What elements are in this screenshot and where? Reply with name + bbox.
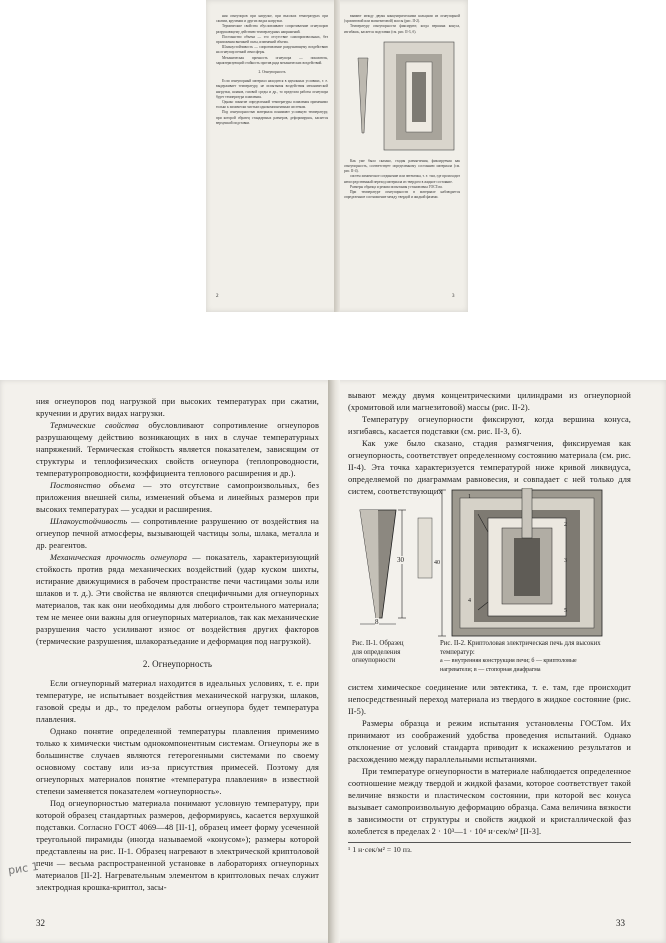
- furnace-label-3: 3: [564, 558, 567, 564]
- furnace-label-1: 1: [468, 494, 471, 500]
- thumb-right-line-1: вывают между двумя концентрическими кольцами из огнеупорной (хромитовой или магнезитовой) массы (рис. II-2).: [344, 14, 460, 24]
- figure-sample-cone: [352, 500, 410, 630]
- figure-cone-height-label: 30: [397, 556, 404, 564]
- thumbnail-right-column: [344, 14, 460, 294]
- thumbnail-left-column: [216, 14, 328, 294]
- left-para-2: [36, 480, 319, 516]
- thumb-left-line-6: Если огнеупорный материал находится в идеальных условиях, т. е. выдерживает температуру, не испытывая воздействия механической нагрузки, шлаков, газовой среды и др., то пределом работы огнеупора будет температура плавления.: [216, 79, 328, 99]
- figure-large-caption-title: Рис. II-2. Криптоловая электрическая печь для высоких температур:: [440, 640, 601, 656]
- figure-furnace: [414, 488, 608, 638]
- thumb-right-line-4: систем химическое соединение или эвтектика, т. е. там, где происходит непосредственный переход материала из твердого в жидкое состояние.: [344, 174, 460, 184]
- section-heading: 2. Огнеупорность: [142, 659, 213, 669]
- left-para-1-lead: Термические свойства: [50, 421, 139, 430]
- left-para-2-lead: Постоянство объема: [50, 481, 135, 490]
- furnace-label-4: 4: [468, 598, 471, 604]
- figure-cone-base-label: 8: [375, 618, 379, 626]
- left-para-1: [36, 420, 319, 480]
- thumb-right-line-5: Размеры образца и режим испытания установлены ГОСТом.: [350, 184, 443, 189]
- left-para-3-text: — сопротивление разрушению от воздействия на огнеупор печной атмосферы, вызывающей частицы золы, шлака, металла и др. реагентов.: [36, 517, 319, 550]
- thumb-figure: [344, 38, 460, 156]
- right-para-4: Размеры образца и режим испытания установлены ГОСТом. Их принимают из соображений удобства проведения испытаний. Однако отклонение от условий стандарта приводит к искажению результатов и расхождению между параллельными испытаниями.: [348, 719, 631, 764]
- thumb-left-heading: 2. Огнеупорность: [258, 70, 286, 75]
- figure-large-caption-sub: а — внутренняя конструкция печи; б — криптоловые нагреватели; в — стопорная диафрагма: [440, 658, 577, 673]
- left-para-7: Под огнеупорностью материала понимают условную температуру, при которой образец стандартных размеров, деформируясь, касается верхушкой подставки. Согласно ГОСТ 4069—48 [II-1], образец имеет форму усеченной треугольной пирамиды (иногда называемой «конусом»); размеры которой представлены на рис. II-1. Образец нагревают в электрической криптоловой печи — весьма распространенной установке в лабораториях огнеупорных материалов [II-2]. Нагревательным элементом в криптоловых печах служит электродная крошка-криптол, засы-: [36, 799, 319, 892]
- right-para-1: Температуру огнеупорности фиксируют, когда вершина конуса, изгибаясь, касается подставки (см. рис. II-3, б).: [348, 415, 631, 436]
- thumbnail-spine: [334, 0, 340, 312]
- left-para-6: Однако понятие определенной температуры плавления применимо только к химически чистым однокомпонентным системам. Огнеупоры же в большинстве случаев являются гетерогенными системами по своему основному составу или из-за присутствия примесей. Поэтому для огнеупорных материалов понятие «температура плавления» в известной степени заменяется показателем «огнеупорность».: [36, 727, 319, 796]
- left-para-0-text: ния огнеупоров под нагрузкой при высоких температурах при сжатии, кручении и других видах нагрузки.: [36, 397, 319, 418]
- thumb-right-line-3: Как уже было сказано, стадия размягчения, фиксируемая как огнеупорность, соответствует определенному состоянию материала (см. рис. II-4).: [344, 158, 460, 174]
- right-page-text-bottom: [348, 682, 631, 855]
- right-para-2: Как уже было сказано, стадия размягчения, фиксируемая как огнеупорность, соответствует определенному состоянию материала (см. рис. II-4). Эта точка характеризуется температурой ниже кривой ликвидуса, определяемой по диаграммам равновесия, и совпадает с ней только для систем, соответствующих: [348, 439, 631, 496]
- thumb-left-line-8: Под огнеупорностью материала понимают условную температуру, при которой образец стандартных размеров, деформируясь, касается верхушкой подставки.: [216, 110, 328, 125]
- thumb-left-line-1: ния огнеупоров при нагрузке, при высоких температурах при сжатии, кручении и других видах нагрузки.: [216, 14, 328, 24]
- left-para-0: [36, 396, 319, 420]
- thumb-left-line-2: Термические свойства обусловливают сопротивление огнеупоров разрушающему действию температурных напряжений.: [216, 24, 328, 34]
- furnace-label-5: 5: [564, 608, 567, 614]
- right-para-5: При температуре огнеупорности в материале наблюдается определенное соотношение между твердой и жидкой фазами, которое соответствует такой величине вязкости и пластическом состоянии, при которой вес конуса вызывает самопроизвольную деформацию образца. Сама величина вязкости в зависимости от структуры и свойств жидкой и кристаллической фаз колеблется в пределах 2 · 10³—1 · 10⁴ н·сек/м² [II-3].: [348, 767, 631, 836]
- thumb-right-pagenum: 3: [452, 294, 455, 299]
- handwritten-margin-note: рис 1: [7, 859, 40, 878]
- thumb-left-line-3: Постоянство объема — это отсутствие самопроизвольных, без приложения внешней силы, изменений объема.: [216, 34, 328, 45]
- footnote: ¹ 1 н·сек/м² = 10 пз.: [348, 842, 631, 855]
- left-para-2-text: — это отсутствие самопроизвольных, без приложения внешней силы, изменений объема и линейных размеров при высоких температурах — усадки и расширения.: [36, 481, 319, 514]
- thumb-left-pagenum: 2: [216, 294, 219, 299]
- right-page-number: 33: [616, 918, 625, 928]
- left-para-4: [36, 552, 319, 648]
- thumb-left-line-4: Шлакоустойчивость — сопротивление разрушающему воздействию на огнеупор печной атмосферы.: [216, 45, 328, 55]
- left-para-3-lead: Шлакоустойчивость: [50, 517, 128, 526]
- left-para-3: [36, 516, 319, 552]
- thumb-right-line-6: При температуре огнеупорности в материале наблюдается определенное соотношение между твердой и жидкой фазами.: [344, 190, 460, 200]
- spread-spine: [328, 380, 340, 943]
- left-para-4-lead: Механическая прочность огнеупора: [50, 553, 188, 562]
- left-para-4-text: — показатель, характеризующий стойкость против ряда механических воздействий (удар куском шихты, истирание движущимися в рабочем пространстве печи частицами золы или шлаков и т. д.). Эти свойства не являются специфичными для огнеупорных материалов, так как они необходимы для любого строительного материала; тем не менее они важны для огнеупорных материалов, так как механические разрушения часто усиливают износ от воздействия других факторов (термические разрушения, шлакоразъедание и деформация под нагрузкой).: [36, 553, 319, 646]
- thumb-right-line-2: Температуру огнеупорности фиксируют, когда вершина конуса, изгибаясь, касается подставки (см. рис. II-3, б).: [344, 24, 460, 34]
- left-page-number: 32: [36, 918, 45, 928]
- figure-large-caption: [440, 640, 610, 674]
- right-page-text-top: [348, 390, 631, 498]
- thumb-left-line-7: Однако понятие определенной температуры плавления применимо только к химически чистым однокомпонентным системам.: [216, 100, 328, 110]
- right-para-0: вывают между двумя концентрическими цилиндрами из огнеупорной (хромитовой или магнезитовой) массы (рис. II-2).: [348, 391, 631, 412]
- left-page-text: [36, 396, 319, 894]
- thumb-left-line-5: Механическая прочность огнеупора — показатель, характеризующий стойкость против ряда механических воздействий.: [216, 55, 328, 65]
- right-para-3: систем химическое соединение или эвтектика, т. е. там, где происходит непосредственный переход материала из твердого в жидкое состояние (рис. II-5).: [348, 683, 631, 716]
- furnace-label-2: 2: [564, 522, 567, 528]
- left-para-5: Если огнеупорный материал находится в идеальных условиях, т. е. при температуре, не испытывает воздействия механической нагрузки, шлаков, газовой среды и др., то пределом работы огнеупора будет температура плавления.: [36, 679, 319, 724]
- left-para-1-text: обусловливают сопротивление огнеупоров разрушающему действию возникающих в них в случае температурных напряжений. Термическая стойкость является показателем, зависящим от структуры и теплофизических свойств огнеупора (теплопроводности, температуропроводности, коэффициента теплового расширения и др.).: [36, 421, 319, 478]
- figure-small-caption: Рис. II-1. Образец для определения огнеупорности: [352, 640, 404, 664]
- furnace-dim-label: 40: [434, 560, 440, 566]
